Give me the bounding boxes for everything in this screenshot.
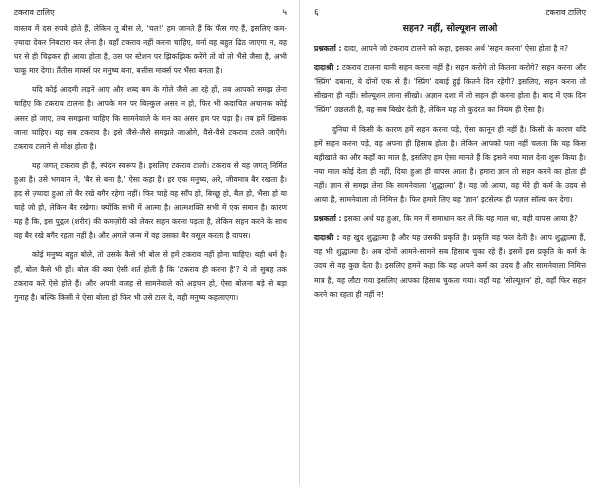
- left-page-header: [14, 6, 287, 22]
- left-page-number: ५: [282, 8, 287, 18]
- right-page-number: ६: [314, 8, 319, 18]
- dialogue-text: दुनिया में किसी के कारण हमें सहन करना पड़े, ऐसा कानून ही नहीं है। किसी के कारण यदि हमें सहन करना पड़े, वह अपना ही हिसाब होता है। लेकिन आपको पता नहीं चलता कि यह किस बहीखाते का और कहाँ का माल है, इसलिए हम ऐसा मानते हैं कि इसने नया माल देना शुरू किया है। नया माल कोई देता ही नहीं, दिया हुआ ही वापस आता है। हमारा ज्ञान तो सहन करने का होता ही नहीं। ज्ञान से समझ लेना कि सामनेवाला 'शुद्धात्मा' है। यह जो आया, वह मेरे ही कर्म के उदय से आया है, सामनेवाला तो निमित्त है। फिर हमारे लिए यह 'ज्ञान' इटसेल्फ ही पज़ल सॉल्व कर देगा।: [314, 124, 586, 205]
- dialogue-block: [314, 231, 586, 301]
- dialogue-text: इसका अर्थ यह हुआ, कि मन में समाधान कर लें कि यह माल था, वही वापस आया है?: [343, 214, 578, 224]
- speaker-label: प्रश्नकर्ता :: [314, 44, 342, 54]
- dialogue-block: [314, 212, 586, 226]
- speaker-label: दादाश्री :: [314, 233, 340, 243]
- dialogue-text: वह खुद शुद्धात्मा है और यह उसकी प्रकृति है। प्रकृति यह फल देती है। आप शुद्धात्मा हैं, वह भी शुद्धात्मा है। अब दोनों आमने-सामने सब हिसाब चुका रहे हैं। इसमें इस प्रकृति के कर्म के उदय से वह कुछ देता है। इसलिए हमने कहा कि यह अपने कर्म का उदय है और सामनेवाला निमित्त मात्र है, वह लौटा गया इसलिए आपका हिसाब चुकता गया। वहाँ यह 'सोल्यूशन' हो, वहाँ फिर सहन करने का रहता ही नहीं न!: [314, 233, 586, 299]
- dialogue-block: [314, 61, 586, 117]
- right-page: [300, 0, 600, 485]
- left-paragraph-2: यदि कोई आदमी लड़ने आए और शब्द बम के गोले जैसे आ रहे हों, तब आपको समझ लेना चाहिए कि टकराव टालना है। आपके मन पर बिल्कुल असर न हो, फिर भी कदाचित अचानक कोई असर हो जाए, तब समझना चाहिए कि सामनेवाले के मन का असर हम पर पड़ा है। तब हमें खिसक जाना चाहिए। यह सब टकराव है। इसे जैसे-जैसे समझते जाओगे, वैसे-वैसे टकराव टलते जाएँगे। टकराव टलाने से मोक्ष होता है।: [14, 85, 287, 151]
- section-title: सहन? नहीं, सोल्यूशन लाओ: [402, 23, 498, 34]
- right-page-header: [314, 6, 586, 22]
- speaker-label: प्रश्नकर्ता :: [314, 214, 342, 224]
- speaker-label: दादाश्री :: [314, 63, 340, 73]
- left-header-title: टकराव टालिए: [14, 8, 55, 17]
- right-header-title: टकराव टालिए: [545, 8, 586, 17]
- dialogue-text: टकराव टालना यानी सहन करना नहीं है। सहन करोगे तो कितना करोगे? सहन करना और 'स्प्रिंग' दबाना, ये दोनों एक से हैं। 'स्प्रिंग' दबाई हुई कितने दिन रहेगी? इसलिए, सहन करना तो सीखना ही नहीं। सोल्यूशन लाना सीखो। अज्ञान दशा में तो सहन ही करना होता है। बाद में एक दिन 'स्प्रिंग' उछलती है, वह सब बिखेर देती है, लेकिन यह तो कुदरत का नियम ही ऐसा है।: [314, 63, 586, 115]
- dialogue-text: दादा, आपने जो टकराव टालने को कहा, इसका अर्थ 'सहन करना' ऐसा होता है न?: [343, 44, 569, 54]
- left-paragraph-4: कोई मनुष्य बहुत बोले, तो उसके कैसे भी बोल से हमें टकराव नहीं होना चाहिए। यही धर्म है। हाँ, बोल कैसे भी हों। बोल की क्या ऐसी शर्त होती है कि 'टकराव ही करना है'? ये तो सुबह तक टकराव करें ऐसे होते हैं। और अपनी वजह से सामनेवाले को अड़चन हो, ऐसा बोलना बड़े से बड़ा गुनाह है। बल्कि किसी ने ऐसा बोला हो फिर भी उसे टाल दे, वही मनुष्य कहलाएगा।: [14, 250, 287, 302]
- dialogue-block: [314, 123, 586, 208]
- left-paragraph-1: वास्तव में दस रुपये होते हैं, लेकिन तू बीस ले, 'चल!' हम जानते हैं कि फँस गए हैं, इसलिए कम-ज़्यादा देकर निबटारा कर लेना है। वहाँ टकराव नहीं करना चाहिए, वर्ना वह बहुत ढिठ जाएगा न, वह घर से ही चिढ़कर ही आया होता है, उस पर स्टेशन पर झिकझिक करेंगे तो वो तो भैंसे जैसा है, अभी चाकू मार देगा। तैंतीस मार्क्स पर मनुष्य बना, बत्तीस मार्क्स पर भैंसा बनता है।: [14, 24, 287, 76]
- left-paragraph-3: यह जगत् टकराव ही है, स्पंदन स्वरूप है। इसलिए टकराव टालो। टकराव से यह जगत् निर्मित हुआ है। उसे भगवान ने, 'बैर से बना है,' ऐसा कहा है। हर एक मनुष्य, अरे, जीवमात्र बैर रखता है। हद से ज़्यादा हुआ तो बैर रखे बगैर रहेगा नहीं। फिर चाहे वह साँप हो, बिच्छू हो, बैल हो, भैंसा हो या चाहे जो हो, लेकिन बैर रखेगा। क्योंकि सभी में आत्मा है। आत्मशक्ति सभी में एक समान है। कारण यह है कि, इस पुद्गल (शरीर) की कमज़ोरी को लेकर सहन करना पड़ता है, लेकिन सहन करने के साथ वह बैर रखे बगैर रहता नहीं है। और अगले जन्म में वह उसका बैर वसूल करता है वापस।: [14, 160, 287, 241]
- dialogue-block: [314, 42, 586, 56]
